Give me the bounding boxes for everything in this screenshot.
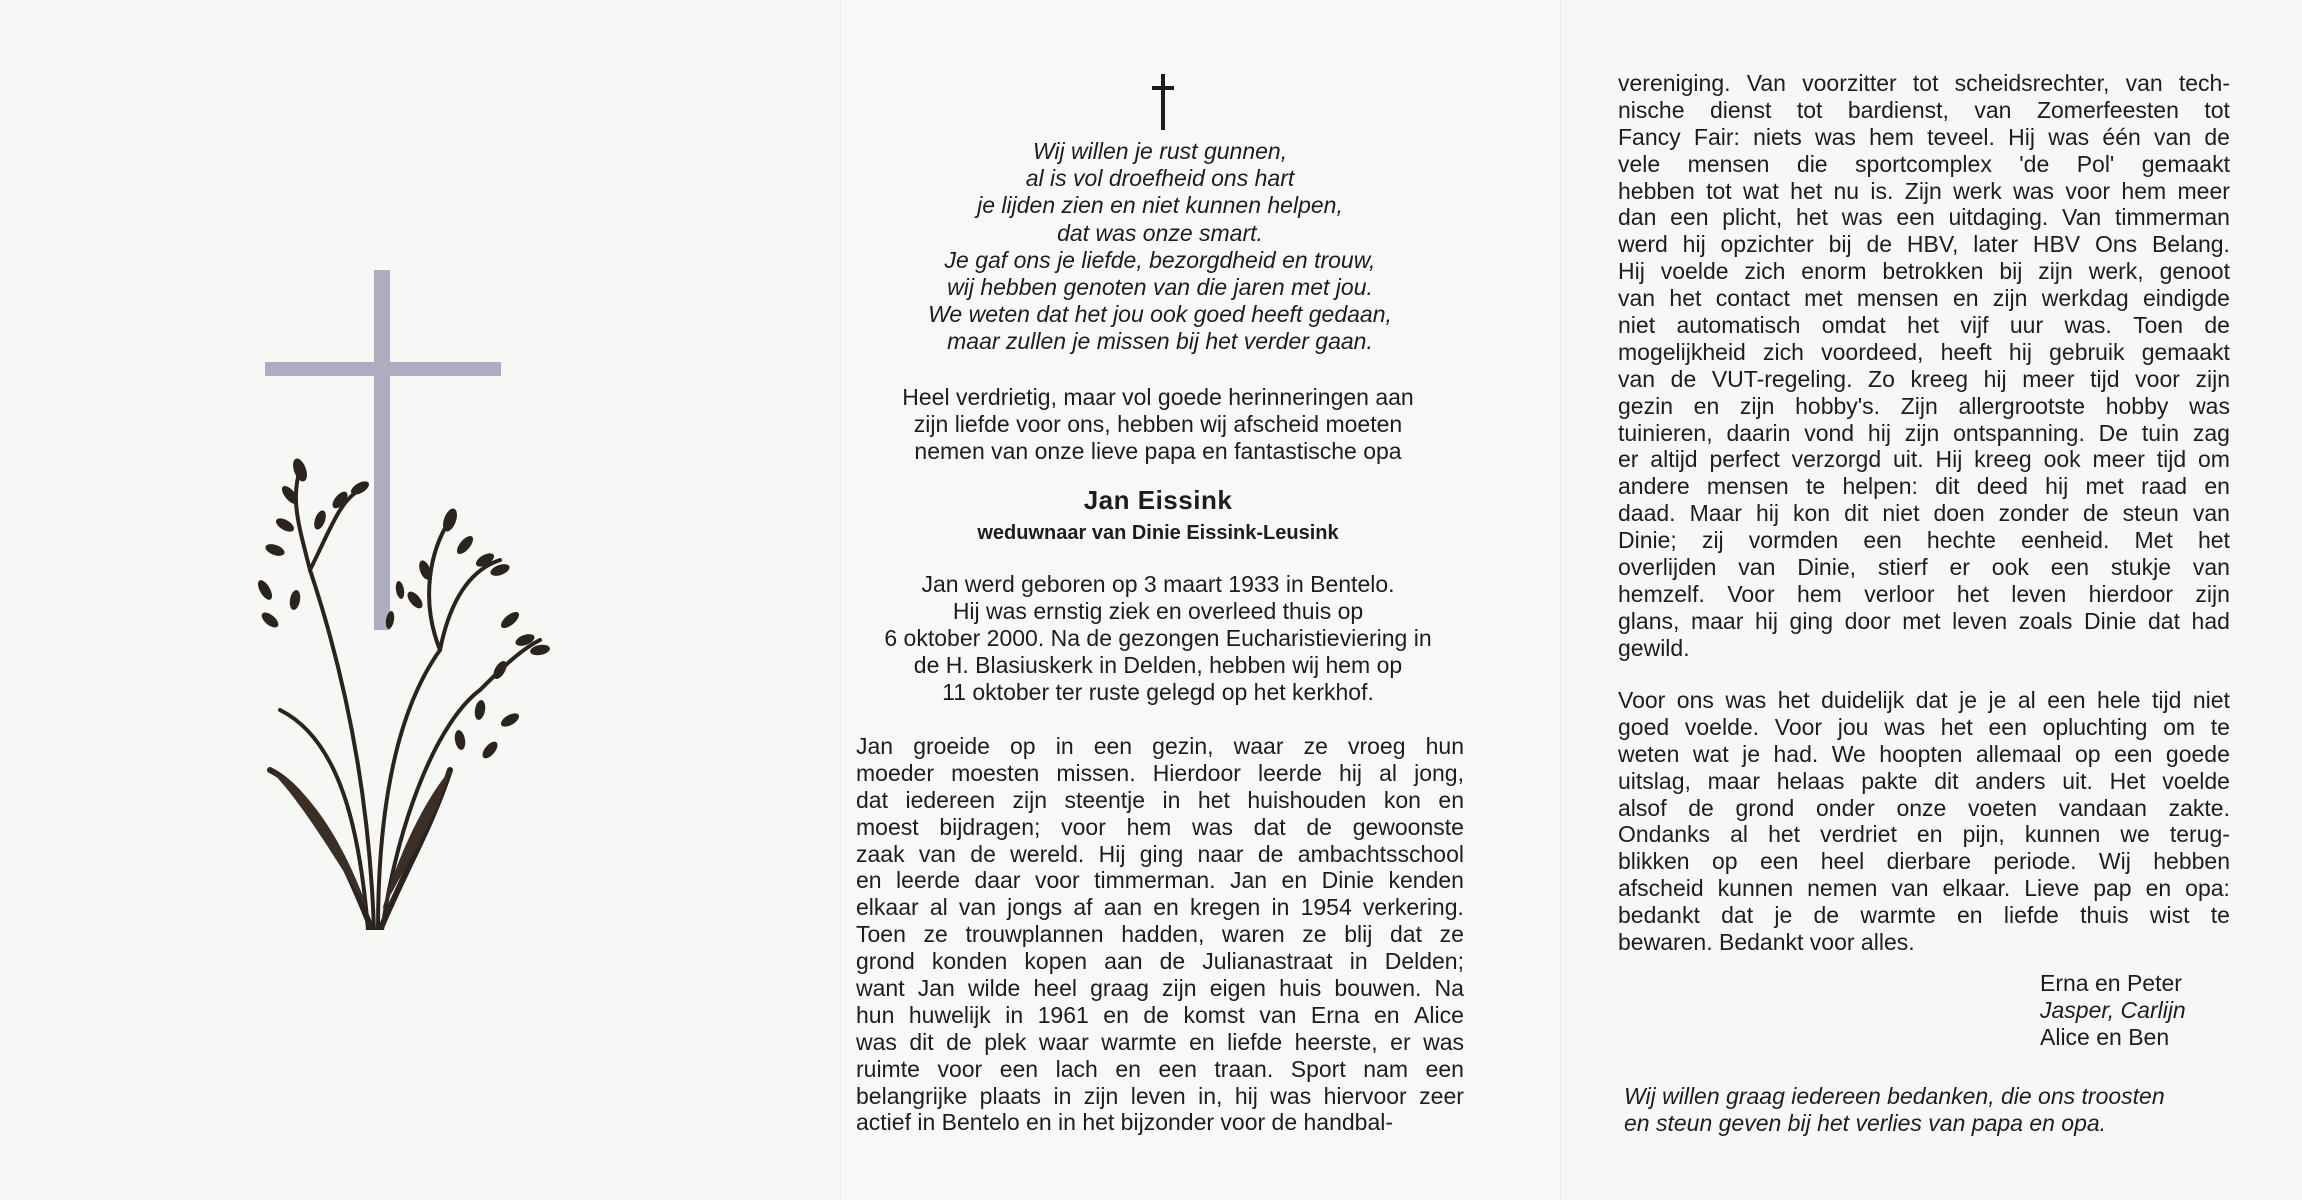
thanks-line: Wij willen graag iedereen bedanken, die ons troosten [1624,1083,2165,1109]
poem-line: dat was onze smart. [1057,219,1263,246]
intro-text [858,384,1458,465]
text-line: Hij voelde zich enorm betrokken bij zijn werk, genoot [1618,258,2230,285]
text-line: weten wat je had. We hoopten allemaal op een goede [1618,740,2230,767]
text-line: was dit de plek waar warmte en liefde heerste, er was [856,1028,1464,1055]
text-line: hun huwelijk in 1961 en de komst van Erna en Alice [856,1001,1464,1028]
text-line: andere mensen te helpen: dit deed hij met raad en [1618,473,2230,500]
signature-line: Alice en Ben [2040,1024,2170,1050]
text-line: ruimte voor een lach en een traan. Sport nam een [856,1055,1464,1082]
poem-line: wij hebben genoten van die jaren met jou. [947,274,1373,301]
text-line: mogelijkheid zich voordeed, heeft hij gebruik gemaakt [1618,338,2230,365]
text-line: zaak van de wereld. Hij ging naar de ambachtsschool [856,840,1464,867]
text-line: actief in Bentelo en in het bijzonder voor de handbal- [856,1109,1394,1136]
birth-death-details [858,571,1458,706]
text-line: glans, maar hij ging door met leven zoals Dinie dat had [1618,607,2230,634]
text-line: daad. Maar hij kon dit niet doen zonder de steun van [1618,500,2230,527]
text-line: hebben tot wat het nu is. Zijn werk was voor hem meer [1618,177,2230,204]
text-line: afscheid kunnen nemen van elkaar. Lieve pap en opa: [1618,875,2230,902]
cross-icon [265,270,501,630]
text-line: bedankt dat je de warmte en liefde thuis wist te [1618,902,2230,929]
signature-line: Jasper, Carlijn [2040,997,2186,1023]
poem-line: maar zullen je missen bij het verder gaan. [947,328,1373,355]
poem-line: Wij willen je rust gunnen, [1032,138,1288,164]
biography-part-1 [856,733,1464,1136]
signature-block [2040,970,2186,1051]
birth-line: de H. Blasiuskerk in Delden, hebben wij hem op [913,652,1403,678]
text-line: Dinie; zij vormden een hechte eenheid. Met het [1618,527,2230,554]
poem-line: We weten dat het jou ook goed heeft gedaan, [928,301,1392,328]
text-line: want Jan wilde heel graag zijn eigen huis bouwen. Na [856,975,1464,1002]
text-line: bewaren. Bedankt voor alles. [1618,929,1915,956]
poem-line: Je gaf ons je liefde, bezorgdheid en trouw, [944,246,1376,273]
text-line: goed voelde. Voor jou was het een opluchting om te [1618,713,2230,740]
intro-line: zijn liefde voor ons, hebben wij afscheid moeten [913,411,1403,437]
deceased-name: Jan Eissink [1083,485,1233,515]
text-line: uitslag, maar helaas pakte dit anders uit. Het voelde [1618,767,2230,794]
text-line: Ondanks al het verdriet en pijn, kunnen we terug- [1618,821,2230,848]
seed-heads [255,457,550,761]
text-line: dat iedereen zijn steentje in het huishouden kon en [856,786,1464,813]
text-line: en leerde daar voor timmerman. Jan en Dinie kenden [856,867,1464,894]
birth-line: Hij was ernstig ziek en overleed thuis op [952,598,1364,624]
text-line: hemzelf. Voor hem verloor het leven hierdoor zijn [1618,580,2230,607]
text-line: nische dienst tot bardienst, van Zomerfeesten tot [1618,96,2230,123]
text-line: alsof de grond onder onze voeten vandaan zakte. [1618,794,2230,821]
text-line: belangrijke plaats in zijn leven in, hij was hiervoor zeer [856,1082,1464,1109]
text-line: van het contact met mensen en zijn werkdag eindigde [1618,285,2230,312]
text-line: vereniging. Van voorzitter tot scheidsrechter, van tech- [1618,70,2230,96]
biography-part-2 [1618,70,2230,662]
text-line: van de VUT-regeling. Zo kreeg hij meer tijd voor zijn [1618,365,2230,392]
text-line: Toen ze trouwplannen hadden, waren ze blij dat ze [856,921,1464,948]
text-line: tuinieren, daarin vond hij zijn ontspanning. De tuin zag [1618,419,2230,446]
closing-paragraph [1618,687,2230,956]
text-line: Voor ons was het duidelijk dat je je al een hele tijd niet [1618,687,2230,713]
text-line: vele mensen die sportcomplex 'de Pol' gemaakt [1618,150,2230,177]
text-line: er altijd perfect verzorgd uit. Hij kreeg ook meer tijd om [1618,446,2230,473]
poem [880,138,1440,356]
text-line: dan een plicht, het was een uitdaging. Van timmerman [1618,204,2230,231]
text-line: Fancy Fair: niets was hem teveel. Hij was één van de [1618,123,2230,150]
text-line: moest bijdragen; voor hem was dat de gewoonste [856,813,1464,840]
cross-with-grass-illustration [250,270,550,930]
poem-line: al is vol droefheid ons hart [1025,165,1295,192]
text-line: Jan groeide op in een gezin, waar ze vroeg hun [856,733,1464,759]
birth-line: 6 oktober 2000. Na de gezongen Eucharistieviering in [884,625,1432,651]
text-line: gezin en zijn hobby's. Zijn allergrootste hobby was [1618,392,2230,419]
text-line: gewild. [1618,634,1690,661]
widower-line: weduwnaar van Dinie Eissink-Leusink [977,522,1339,544]
intro-line: nemen van onze lieve papa en fantastische opa [914,438,1402,464]
signature-line: Erna en Peter [2040,970,2182,996]
birth-line: 11 oktober ter ruste gelegd op het kerkhof. [942,679,1374,705]
text-line: overlijden van Dinie, stierf er ook een stukje van [1618,554,2230,581]
text-line: niet automatisch omdat het vijf uur was. Toen de [1618,312,2230,339]
poem-line: je lijden zien en niet kunnen helpen, [977,192,1343,219]
thanks-line: en steun geven bij het verlies van papa en opa. [1624,1110,2107,1136]
text-line: elkaar al van jongs af aan en kregen in 1954 verkering. [856,894,1464,921]
text-line: moeder moesten missen. Hierdoor leerde hij al jong, [856,759,1464,786]
birth-line: Jan werd geboren op 3 maart 1933 in Bentelo. [921,571,1395,597]
text-line: werd hij opzichter bij de HBV, later HBV Ons Belang. [1618,231,2230,258]
text-line: grond konden kopen aan de Julianastraat in Delden; [856,948,1464,975]
thanks-note [1624,1083,2165,1137]
intro-line: Heel verdrietig, maar vol goede herinneringen aan [902,384,1414,410]
text-line: blikken op een heel dierbare periode. Wij hebben [1618,848,2230,875]
small-cross-icon [1150,74,1176,130]
